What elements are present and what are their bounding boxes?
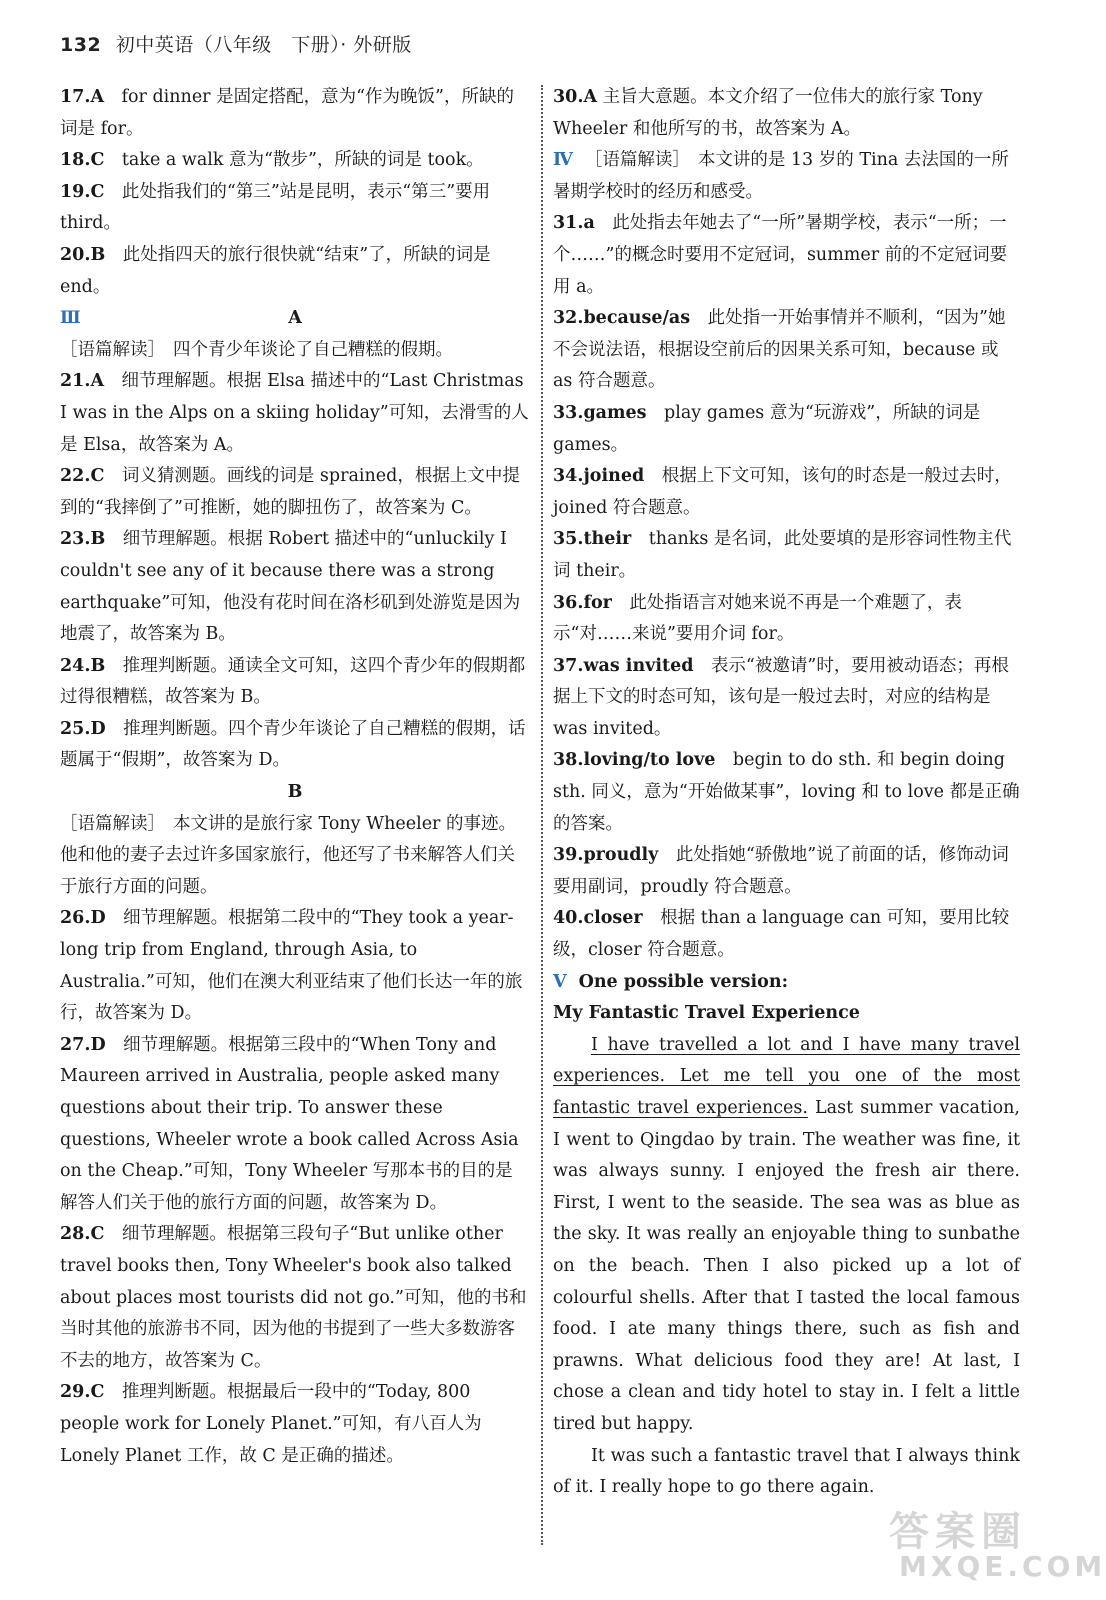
passage-a-summary <box>60 335 530 367</box>
answers-26-29 <box>60 903 530 1472</box>
passage-b-summary <box>60 809 530 904</box>
answer-text: take a walk 意为“散步”，所缺的词是 took。 <box>121 150 484 171</box>
answer-item <box>60 366 530 461</box>
section-3-numeral: Ⅲ <box>60 308 81 329</box>
answer-item <box>553 208 1020 303</box>
answer-item <box>60 1030 530 1220</box>
passage-b-label: B <box>287 782 303 803</box>
answer-item <box>60 903 530 1029</box>
answer-item <box>60 240 530 303</box>
answer-number: 22.C <box>60 466 105 487</box>
section-4-summary <box>553 145 1020 208</box>
answer-text: 此处指她“骄傲地”说了前面的话，修饰动词要用副词，proudly 符合题意。 <box>553 845 1009 897</box>
answer-number: 35.their <box>553 529 632 550</box>
answer-number: 39.proudly <box>553 845 659 866</box>
answer-item <box>60 714 530 777</box>
summary-text: 四个青少年谈论了自己糟糕的假期。 <box>173 339 453 360</box>
answer-item <box>553 840 1020 903</box>
essay-title: My Fantastic Travel Experience <box>553 1003 860 1024</box>
answer-item <box>553 903 1020 966</box>
section-4-numeral: Ⅳ <box>553 150 573 171</box>
answer-number: 36.for <box>553 592 612 613</box>
answer-text: 此处指四天的旅行很快就“结束”了，所缺的词是 end。 <box>60 244 491 297</box>
answer-number: 40.closer <box>553 908 643 929</box>
answer-text: 细节理解题。根据 Robert 描述中的“unluckily I couldn't see any of it because there was a strong earthquake”可知，他没有花时间在洛杉矶到处游览是因为地震了，故答案为 B。 <box>60 529 521 645</box>
watermark-url: MXQE.COM <box>899 1550 1106 1583</box>
summary-tag: ［语篇解读］ <box>60 813 165 834</box>
answers-31-40 <box>553 208 1020 966</box>
answer-number: 33.games <box>553 402 647 423</box>
answer-text: 根据上下文可知，该句的时态是一般过去时，joined 符合题意。 <box>553 466 1012 518</box>
answer-text: 细节理解题。根据第三段句子“But unlike other travel books then, Tony Wheeler's book also talked about places most tourists did not go.”可知，他的书和当时其他的旅游书不同，因为他的书提到了一些大多数游客不去的地方，故答案为 C。 <box>60 1224 527 1371</box>
answer-text: begin to do sth. 和 begin doing sth. 同义，意为“开始做某事”，loving 和 to love 都是正确的答案。 <box>553 750 1020 834</box>
answer-text: 此处指一开始事情并不顺利，“因为”她不会说法语，根据设空前后的因果关系可知，because 或 as 符合题意。 <box>553 308 1006 392</box>
section-5-numeral: Ⅴ <box>553 971 567 992</box>
answer-text: 细节理解题。根据第二段中的“They took a year-long trip from England, through Asia, to Australia.”可知，他们在澳大利亚结束了他们长达一年的旅行，故答案为 D。 <box>60 908 523 1024</box>
answer-item <box>60 1219 530 1377</box>
answer-text: 表示“被邀请”时，要用被动语态；再根据上下文的时态可知，该句是一般过去时，对应的结构是 was invited。 <box>553 655 1009 739</box>
answer-text: play games 意为“玩游戏”，所缺的词是 games。 <box>553 402 981 455</box>
answer-number: 31.a <box>553 213 595 234</box>
essay-underlined-intro: I have travelled a lot and I have many travel experiences. Let me tell you one of the most fantastic travel experiences. <box>553 1034 1020 1118</box>
answer-text: 推理判断题。通读全文可知，这四个青少年的假期都过得很糟糕，故答案为 B。 <box>60 655 526 708</box>
answer-item <box>553 398 1020 461</box>
answer-item <box>60 1377 530 1472</box>
answer-number: 19.C <box>60 181 105 202</box>
answer-item <box>553 588 1020 651</box>
answer-number: 27.D <box>60 1034 106 1055</box>
answer-item <box>60 177 530 240</box>
answer-text: thanks 是名词，此处要填的是形容词性物主代词 their。 <box>553 529 1012 581</box>
page-number: 132 <box>60 34 102 56</box>
answer-item <box>553 461 1020 524</box>
answer-text: 此处指去年她去了“一所”暑期学校，表示“一所；一个……”的概念时要用不定冠词，summer 前的不定冠词要用 a。 <box>553 213 1008 297</box>
answer-number: 34.joined <box>553 466 645 487</box>
answer-number: 30.A <box>553 87 598 107</box>
answer-text: for dinner 是固定搭配，意为“作为晚饭”，所缺的词是 for。 <box>60 87 514 139</box>
essay-body: Last summer vacation, I went to Qingdao by train. The weather was fine, it was always sunny. I enjoyed the fresh air there. First, I went to the seaside. The sea was as blue as the sky. It was really an enjoyable thing to sunbathe on the beach. Then I also picked up a lot of colourful shells. After that I tasted the local famous food. I ate many things there, such as fish and prawns. What delicious food they are! At last, I chose a clean and tidy hotel to stay in. I felt a little tired but happy. <box>553 1098 1020 1434</box>
answer-text: 细节理解题。根据第三段中的“When Tony and Maureen arrived in Australia, people asked many questions about their trip. To answer these questions, Wheeler wrote a book called Across Asia on the Cheap.”可知，Tony Wheeler 写那本书的目的是解答人们关于他的旅行方面的问题，故答案为 D。 <box>60 1034 519 1213</box>
answer-number: 25.D <box>60 718 106 739</box>
answer-text: 细节理解题。根据 Elsa 描述中的“Last Christmas I was in the Alps on a skiing holiday”可知，去滑雪的人是 Elsa，故答案为 A。 <box>60 371 529 455</box>
answer-text: 推理判断题。根据最后一段中的“Today, 800 people work for Lonely Planet.”可知，有八百人为 Lonely Planet 工作，故 C 是正确的描述。 <box>60 1382 482 1466</box>
answer-number: 21.A <box>60 371 105 392</box>
right-column <box>553 82 1020 1504</box>
answer-number: 37.was invited <box>553 655 694 676</box>
answer-text: 主旨大意题。本文介绍了一位伟大的旅行家 Tony Wheeler 和他所写的书，故答案为 A。 <box>553 87 983 139</box>
answer-number: 24.B <box>60 655 106 676</box>
answer-item <box>60 145 530 177</box>
essay-paragraph-1 <box>553 1030 1020 1441</box>
answer-item <box>553 82 1020 145</box>
answers-17-20 <box>60 82 530 303</box>
sample-essay <box>553 998 1020 1504</box>
answer-text: 根据 than a language can 可知，要用比较级，closer 符合题意。 <box>553 908 1010 961</box>
passage-a-label: A <box>288 308 302 329</box>
watermark <box>869 1500 1106 1592</box>
answer-text: 此处指语言对她来说不再是一个难题了，表示“对……来说”要用介词 for。 <box>553 592 962 645</box>
answer-text: 词义猜测题。画线的词是 sprained，根据上文中提到的“我摔倒了”可推断，她的脚扭伤了，故答案为 C。 <box>60 466 520 518</box>
answer-item <box>60 82 530 145</box>
passage-b-heading <box>60 777 530 809</box>
watermark-text: 答案圈 <box>889 1509 1027 1555</box>
answer-item <box>553 651 1020 746</box>
summary-text: 本文讲的是 13 岁的 Tina 去法国的一所暑期学校时的经历和感受。 <box>553 150 1009 202</box>
answer-number: 38.loving/to love <box>553 750 716 771</box>
section-5-heading <box>553 967 1020 999</box>
column-divider <box>541 85 543 1545</box>
answer-item <box>60 461 530 524</box>
answer-item <box>553 524 1020 587</box>
answer-number: 32.because/as <box>553 308 691 329</box>
answer-number: 17.A <box>60 87 105 107</box>
answer-number: 20.B <box>60 244 106 265</box>
answers-21-25 <box>60 366 530 777</box>
answer-item <box>553 745 1020 840</box>
answer-text: 此处指我们的“第三”站是昆明，表示“第三”要用 third。 <box>60 181 491 234</box>
book-title: 初中英语（八年级 下册）· 外研版 <box>115 34 412 56</box>
answer-number: 26.D <box>60 908 106 929</box>
answer-item <box>60 524 530 650</box>
answer-number: 29.C <box>60 1382 105 1403</box>
section-3-heading <box>60 303 530 335</box>
left-column <box>60 82 530 1472</box>
section-5-label: One possible version: <box>578 971 789 992</box>
answer-number: 18.C <box>60 150 105 171</box>
answer-text: 推理判断题。四个青少年谈论了自己糟糕的假期，话题属于“假期”，故答案为 D。 <box>60 718 526 771</box>
answer-number: 28.C <box>60 1224 105 1245</box>
answer-item <box>60 651 530 714</box>
summary-tag: ［语篇解读］ <box>60 339 165 360</box>
answer-number: 23.B <box>60 529 106 550</box>
summary-tag: ［语篇解读］ <box>584 150 690 171</box>
page-header <box>60 30 412 57</box>
summary-text: 本文讲的是旅行家 Tony Wheeler 的事迹。他和他的妻子去过许多国家旅行，他还写了书来解答人们关于旅行方面的问题。 <box>60 813 516 897</box>
answer-item <box>553 303 1020 398</box>
essay-paragraph-2: It was such a fantastic travel that I always think of it. I really hope to go there again. <box>553 1445 1020 1498</box>
